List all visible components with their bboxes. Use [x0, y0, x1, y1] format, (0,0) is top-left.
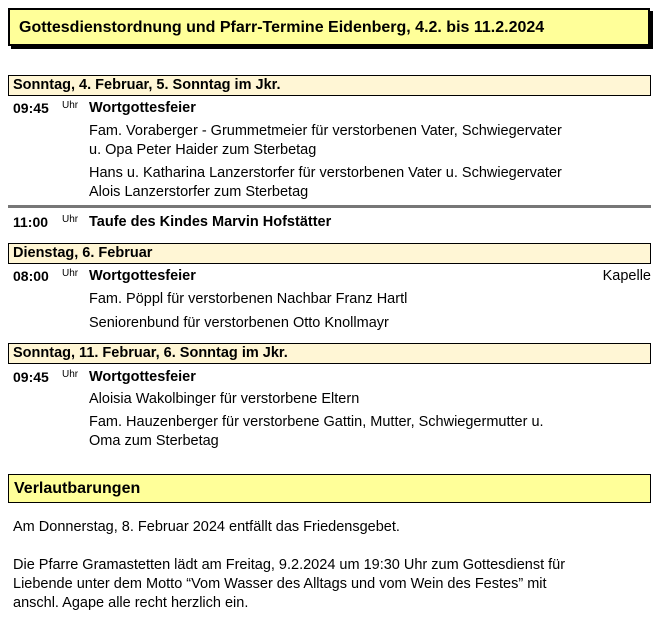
uhr-label: Uhr [62, 268, 79, 279]
day-header-tuesday-6-feb: Dienstag, 6. Februar [8, 243, 651, 264]
event-title: Wortgottesfeier [89, 268, 196, 284]
day-header-sunday-4-feb: Sonntag, 4. Februar, 5. Sonntag im Jkr. [8, 75, 651, 96]
announcement-line: Am Donnerstag, 8. Februar 2024 entfällt das Friedensgebet. [13, 519, 400, 535]
event-title: Wortgottesfeier [89, 369, 196, 385]
intention-line: Seniorenbund für verstorbenen Otto Knollmayr [89, 315, 389, 331]
uhr-label: Uhr [62, 214, 79, 225]
announcement-line: Liebende unter dem Motto “Vom Wasser des Alltags und vom Wein des Festes” mit [13, 576, 547, 592]
intention-line: Oma zum Sterbetag [89, 433, 219, 449]
announcements-heading: Verlautbarungen [8, 474, 651, 503]
section-divider [8, 205, 651, 208]
event-time: 08:00 [13, 268, 49, 284]
uhr-label: Uhr [62, 369, 79, 380]
event-title: Taufe des Kindes Marvin Hofstätter [89, 214, 332, 230]
announcement-line: Die Pfarre Gramastetten lädt am Freitag, 9.2.2024 um 19:30 Uhr zum Gottesdienst für [13, 557, 566, 573]
event-time: 09:45 [13, 369, 49, 385]
event-location: Kapelle [602, 268, 651, 284]
event-time: 09:45 [13, 100, 49, 116]
page-title: Gottesdienstordnung und Pfarr-Termine Eidenberg, 4.2. bis 11.2.2024 [8, 8, 650, 46]
intention-line: Aloisia Wakolbinger für verstorbene Eltern [89, 391, 360, 407]
intention-line: Hans u. Katharina Lanzerstorfer für verstorbenen Vater u. Schwiegervater [89, 165, 562, 181]
event-time: 11:00 [13, 214, 49, 230]
uhr-label: Uhr [62, 100, 79, 111]
day-header-sunday-11-feb: Sonntag, 11. Februar, 6. Sonntag im Jkr. [8, 343, 651, 364]
intention-line: Fam. Voraberger - Grummetmeier für verstorbenen Vater, Schwiegervater [89, 123, 562, 139]
event-title: Wortgottesfeier [89, 100, 196, 116]
intention-line: Fam. Pöppl für verstorbenen Nachbar Franz Hartl [89, 291, 408, 307]
intention-line: Alois Lanzerstorfer zum Sterbetag [89, 184, 309, 200]
intention-line: Fam. Hauzenberger für verstorbene Gattin, Mutter, Schwiegermutter u. [89, 414, 544, 430]
announcement-line: anschl. Agape alle recht herzlich ein. [13, 595, 249, 611]
intention-line: u. Opa Peter Haider zum Sterbetag [89, 142, 317, 158]
